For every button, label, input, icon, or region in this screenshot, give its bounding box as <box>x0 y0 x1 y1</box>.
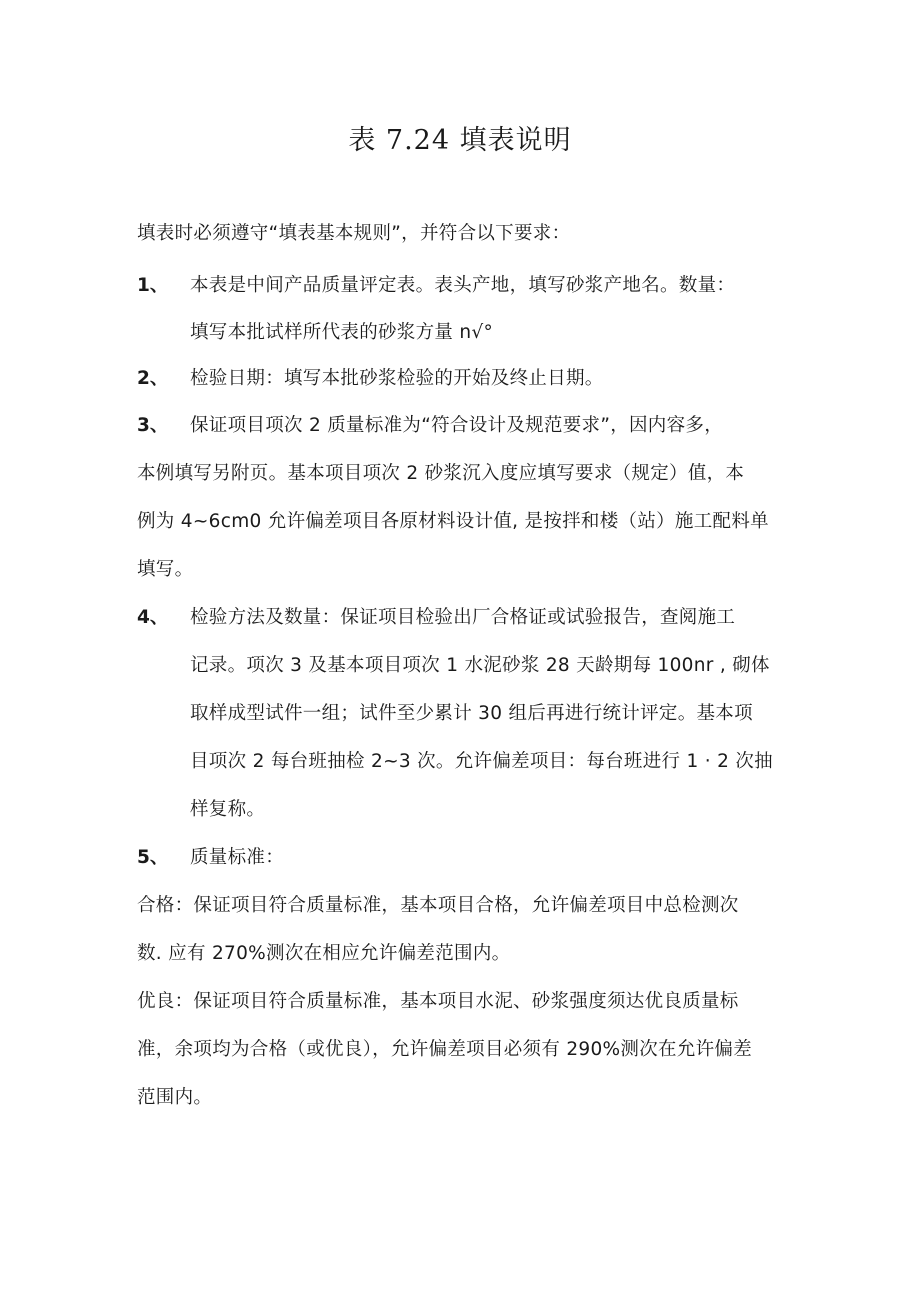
item-3-line-2: 本例填写另附页。基本项目项次 2 砂浆沉入度应填写要求（规定）值，本 <box>137 463 745 484</box>
item-3-number: 3、 <box>137 415 169 436</box>
item-5-line-1: 质量标准： <box>190 847 285 868</box>
item-3-line-4: 填写。 <box>137 559 194 580</box>
item-4-line-5: 样复称。 <box>190 799 266 820</box>
item-4-line-2: 记录。项次 3 及基本项目项次 1 水泥砂浆 28 天龄期每 100nr , 砌体 <box>190 655 770 676</box>
excellent-criteria-line-2: 准，余项均为合格（或优良），允许偏差项目必须有 290%测次在允许偏差 <box>137 1039 753 1060</box>
item-1-number: 1、 <box>137 275 169 296</box>
item-4-line-3: 取样成型试件一组；试件至少累计 30 组后再进行统计评定。基本项 <box>190 703 753 724</box>
excellent-criteria-line-3: 范围内。 <box>137 1087 213 1108</box>
item-3-line-1: 保证项目项次 2 质量标准为“符合设计及规范要求”，因内容多， <box>190 415 724 436</box>
item-1-line-2: 填写本批试样所代表的砂浆方量 n√° <box>190 322 494 343</box>
item-4-line-1: 检验方法及数量：保证项目检验出厂合格证或试验报告，查阅施工 <box>190 607 736 628</box>
item-5-number: 5、 <box>137 847 169 868</box>
intro-text: 填表时必须遵守“填表基本规则”，并符合以下要求： <box>137 223 571 244</box>
item-2-number: 2、 <box>137 368 169 389</box>
pass-criteria-line-1: 合格：保证项目符合质量标准，基本项目合格，允许偏差项目中总检测次 <box>137 895 739 916</box>
item-4-number: 4、 <box>137 607 169 628</box>
item-1-line-1: 本表是中间产品质量评定表。表头产地，填写砂浆产地名。数量： <box>190 275 736 296</box>
item-4-line-4: 目项次 2 每台班抽检 2~3 次。允许偏差项目：每台班进行 1 · 2 次抽 <box>190 751 773 772</box>
pass-criteria-line-2: 数. 应有 270%测次在相应允许偏差范围内。 <box>137 943 511 964</box>
item-3-line-3: 例为 4~6cm0 允许偏差项目各原材料设计值, 是按拌和楼（站）施工配料单 <box>137 511 769 532</box>
excellent-criteria-line-1: 优良：保证项目符合质量标准，基本项目水泥、砂浆强度须达优良质量标 <box>137 991 739 1012</box>
item-2-line-1: 检验日期：填写本批砂浆检验的开始及终止日期。 <box>190 368 604 389</box>
page-title: 表 7.24 填表说明 <box>348 125 572 156</box>
